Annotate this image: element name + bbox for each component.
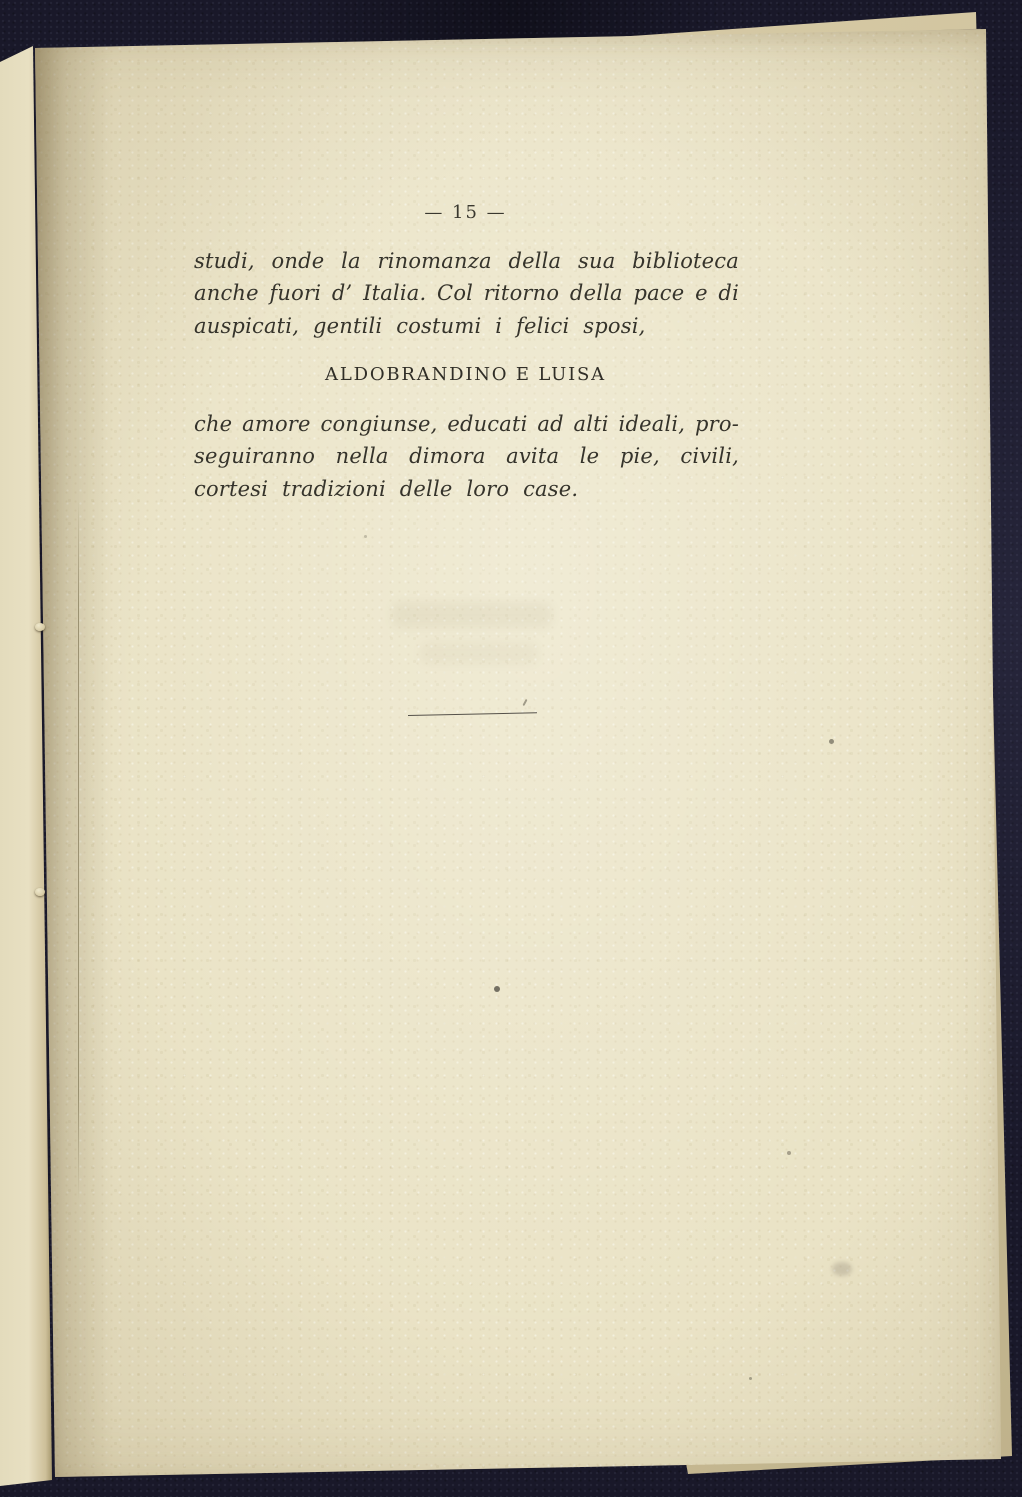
- body-paragraph: [194, 408, 739, 505]
- divider-rule: [408, 712, 537, 716]
- paper-speck: [494, 986, 500, 992]
- body-paragraph: [194, 245, 739, 342]
- ink-showthrough: [392, 602, 552, 628]
- paper-speck: [749, 1377, 752, 1380]
- text-line: seguiranno nella dimora avita le pie, civili,: [194, 444, 739, 469]
- names-heading: ALDOBRANDINO E LUISA: [325, 364, 606, 385]
- ink-showthrough: [420, 642, 538, 664]
- paper-speck: [829, 739, 834, 744]
- text-line: auspicati, gentili costumi i felici sposi,: [194, 313, 646, 338]
- paper-speck: [787, 1151, 791, 1155]
- text-line: studi, onde la rinomanza della sua biblioteca: [194, 249, 739, 273]
- text-line: che amore congiunse, educati ad alti ideali, pro-: [194, 412, 739, 436]
- stray-ink-mark: [522, 699, 527, 706]
- paper-speck: [364, 535, 367, 538]
- paper-smudge: [832, 1262, 852, 1276]
- text-line: anche fuori d’ Italia. Col ritorno della pace e di: [194, 281, 739, 306]
- text-line: cortesi tradizioni delle loro case.: [194, 476, 579, 501]
- page-number: — 15 —: [424, 202, 507, 223]
